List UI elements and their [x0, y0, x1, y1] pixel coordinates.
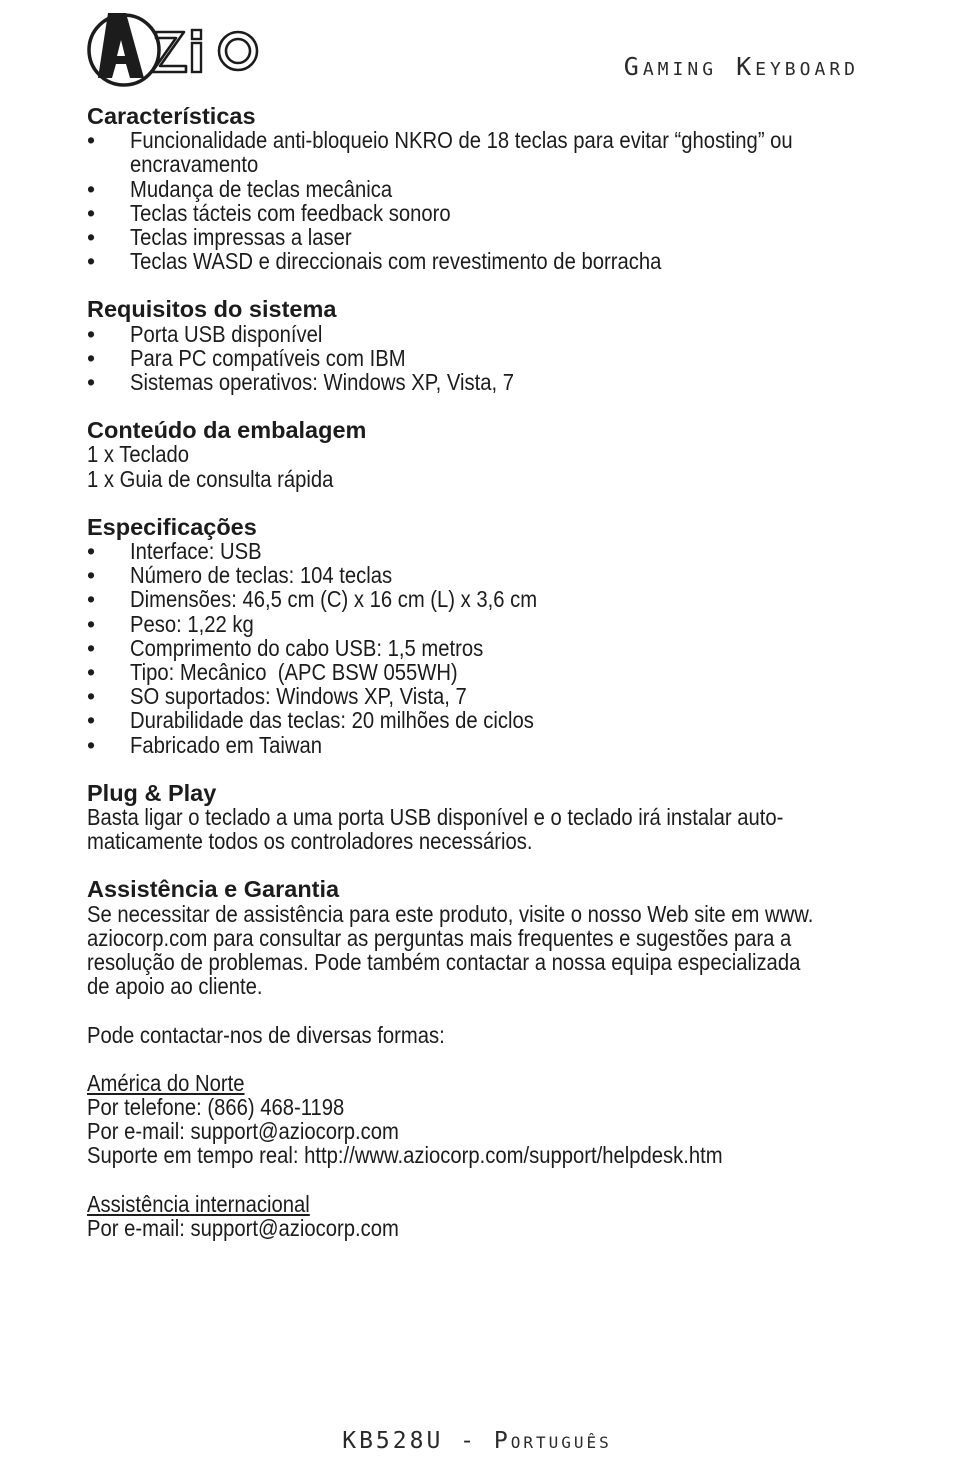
- specifications-section: [87, 515, 887, 757]
- paragraph-line: aziocorp.com para consultar as perguntas mais frequentes e sugestões para a: [87, 924, 792, 951]
- list-item: • Dimensões: 46,5 cm (C) x 16 cm (L) x 3,6 cm: [87, 587, 887, 611]
- list-item: • Tipo: Mecânico (APC BSW 055WH): [87, 660, 887, 684]
- international-title: Assistência internacional: [87, 1190, 310, 1217]
- list-item: • Sistemas operativos: Windows XP, Vista, 7: [87, 370, 887, 394]
- support-section: [87, 877, 887, 1239]
- north-america-title: América do Norte: [87, 1069, 245, 1096]
- paragraph-line: Basta ligar o teclado a uma porta USB disponível e o teclado irá instalar auto-: [87, 804, 784, 831]
- north-america-live-support: Suporte em tempo real: http://www.aziocorp.com/support/helpdesk.htm: [87, 1142, 723, 1169]
- document-body: [87, 104, 887, 1264]
- requirements-list: [87, 322, 887, 395]
- international-email: Por e-mail: support@aziocorp.com: [87, 1214, 399, 1241]
- features-list: [87, 128, 887, 273]
- features-heading: Características: [87, 103, 256, 129]
- specifications-list: [87, 539, 887, 757]
- contact-intro: Pode contactar-nos de diversas formas:: [87, 1021, 445, 1048]
- paragraph-line: de apoio ao cliente.: [87, 973, 263, 1000]
- list-item: • Teclas impressas a laser: [87, 225, 887, 249]
- list-item: • Interface: USB: [87, 539, 887, 563]
- package-contents-section: [87, 418, 887, 491]
- list-item: • Fabricado em Taiwan: [87, 733, 887, 757]
- paragraph-line: resolução de problemas. Pode também contactar a nossa equipa especializada: [87, 949, 801, 976]
- list-item: • Teclas tácteis com feedback sonoro: [87, 201, 887, 225]
- list-item: • Teclas WASD e direccionais com revestimento de borracha: [87, 249, 887, 273]
- plug-and-play-heading: Plug & Play: [87, 779, 217, 806]
- list-item: • Durabilidade das teclas: 20 milhões de ciclos: [87, 708, 887, 732]
- support-heading: Assistência e Garantia: [87, 876, 340, 903]
- list-item: • Para PC compatíveis com IBM: [87, 346, 887, 370]
- package-line: 1 x Guia de consulta rápida: [87, 465, 334, 492]
- document-title: Gaming Keyboard: [623, 52, 859, 81]
- list-item: • Peso: 1,22 kg: [87, 612, 887, 636]
- package-contents-heading: Conteúdo da embalagem: [87, 417, 367, 444]
- list-item: • SO suportados: Windows XP, Vista, 7: [87, 684, 887, 708]
- requirements-heading: Requisitos do sistema: [87, 296, 337, 323]
- list-item: • Mudança de teclas mecânica: [87, 177, 887, 201]
- plug-and-play-section: [87, 781, 887, 854]
- list-item: • Comprimento do cabo USB: 1,5 metros: [87, 636, 887, 660]
- specifications-heading: Especificações: [87, 513, 257, 540]
- list-item: • Porta USB disponível: [87, 322, 887, 346]
- list-item: • Número de teclas: 104 teclas: [87, 563, 887, 587]
- requirements-section: [87, 297, 887, 394]
- features-section: [87, 104, 887, 273]
- list-item: • Funcionalidade anti-bloqueio NKRO de 18 teclas para evitar “ghosting” ou encravamento: [87, 128, 887, 176]
- azio-logo: [86, 10, 262, 90]
- paragraph-line: Se necessitar de assistência para este produto, visite o nosso Web site em www.: [87, 900, 814, 927]
- north-america-phone: Por telefone: (866) 468-1198: [87, 1093, 345, 1120]
- package-line: 1 x Teclado: [87, 441, 190, 468]
- north-america-email: Por e-mail: support@aziocorp.com: [87, 1118, 399, 1145]
- page-footer: KB528U - Português: [342, 1428, 612, 1454]
- paragraph-line: maticamente todos os controladores necessários.: [87, 828, 533, 855]
